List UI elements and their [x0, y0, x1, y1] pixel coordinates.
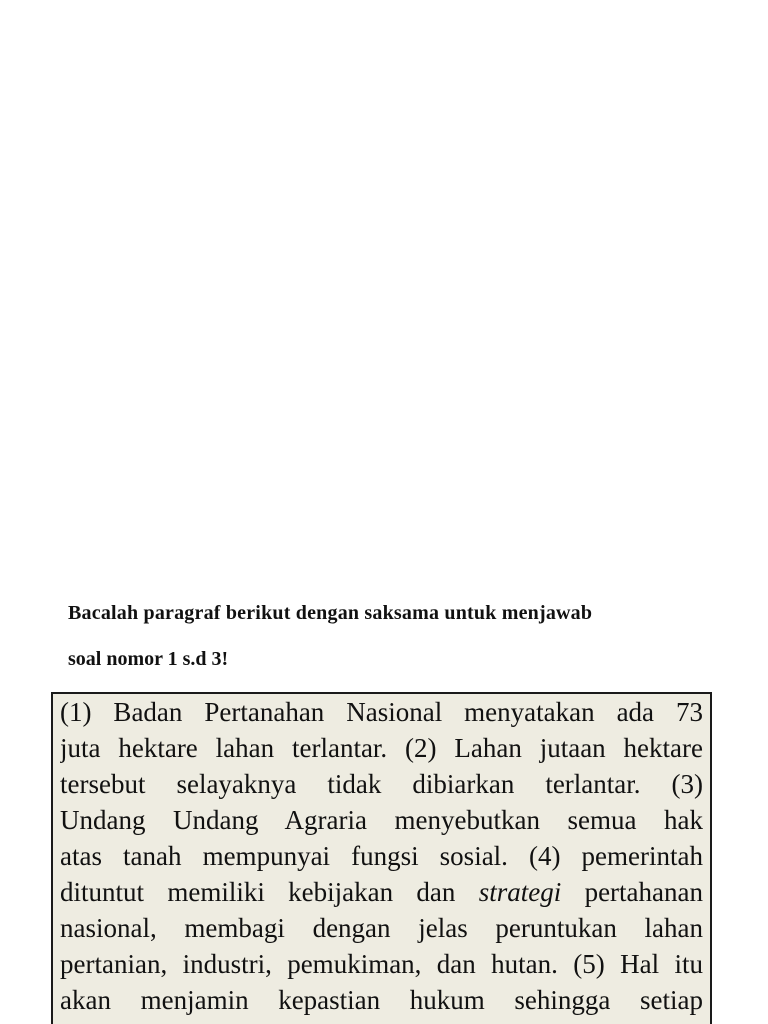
passage-line-6-end: pertahanan — [561, 877, 703, 907]
passage-line-9: akan menjamin kepastian hukum sehingga setiap — [60, 985, 703, 1015]
passage-line-3: tersebut selayaknya tidak dibiarkan terlantar. (3) — [60, 769, 703, 799]
instruction-line-2: soal nomor 1 s.d 3! — [68, 648, 229, 670]
passage-box — [51, 692, 712, 1024]
passage-line-8: pertanian, industri, pemukiman, dan hutan. (5) Hal itu — [60, 949, 703, 979]
passage-line-6 — [60, 874, 703, 910]
passage-line-7: nasional, membagi dengan jelas peruntukan lahan — [60, 913, 703, 943]
passage-line-4: Undang Undang Agraria menyebutkan semua hak — [60, 805, 703, 835]
passage-line-2: juta hektare lahan terlantar. (2) Lahan jutaan hektare — [60, 733, 703, 763]
passage-italic-word: strategi — [478, 877, 562, 907]
passage-line-6-start: dituntut memiliki kebijakan dan — [60, 877, 479, 907]
passage-line-5: atas tanah mempunyai fungsi sosial. (4) pemerintah — [60, 841, 703, 871]
passage-line-1: (1) Badan Pertanahan Nasional menyatakan ada 73 — [60, 697, 703, 727]
instruction-line-1: Bacalah paragraf berikut dengan saksama untuk menjawab — [68, 602, 593, 624]
